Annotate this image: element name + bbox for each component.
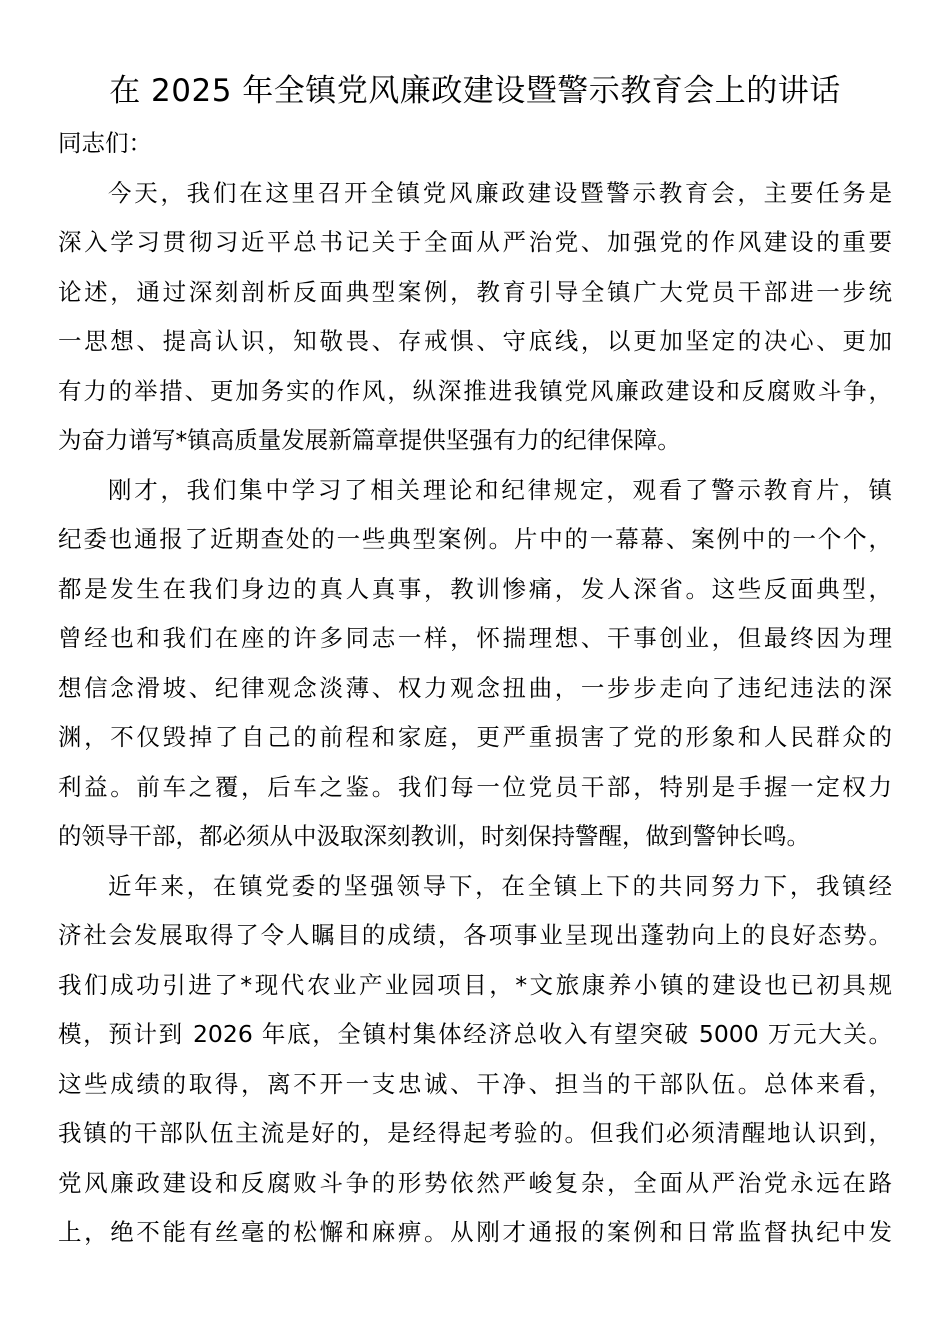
paragraph-2-line: 刚才，我们集中学习了相关理论和纪律规定，观看了警示教育片，镇: [108, 475, 892, 504]
paragraph-3-line: 党风廉政建设和反腐败斗争的形势依然严峻复杂，全面从严治党永远在路: [58, 1168, 892, 1197]
paragraph-2-line: 想信念滑坡、纪律观念淡薄、权力观念扭曲，一步步走向了违纪违法的深: [58, 673, 892, 702]
paragraph-2-line: 渊，不仅毁掉了自己的前程和家庭，更严重损害了党的形象和人民群众的: [58, 723, 892, 751]
paragraph-3-line: 近年来，在镇党委的坚强领导下，在全镇上下的共同努力下，我镇经: [108, 871, 892, 900]
paragraph-3-line: 我镇的干部队伍主流是好的，是经得起考验的。但我们必须清醒地认识到，: [58, 1119, 892, 1147]
paragraph-3-line: 济社会发展取得了令人瞩目的成绩，各项事业呈现出蓬勃向上的良好态势。: [58, 921, 892, 949]
paragraph-1-line: 为奋力谱写*镇高质量发展新篇章提供坚强有力的纪律保障。: [58, 426, 681, 454]
speech-title: 在 2025 年全镇党风廉政建设暨警示教育会上的讲话: [109, 73, 841, 109]
paragraph-2-line: 利益。前车之覆，后车之鉴。我们每一位党员干部，特别是手握一定权力: [58, 772, 892, 801]
paragraph-2-line: 曾经也和我们在座的许多同志一样，怀揣理想、干事创业，但最终因为理: [58, 624, 892, 652]
paragraph-2-line: 的领导干部，都必须从中汲取深刻教训，时刻保持警醒，做到警钟长鸣。: [58, 822, 810, 850]
paragraph-1-line: 今天，我们在这里召开全镇党风廉政建设暨警示教育会，主要任务是: [108, 178, 892, 207]
paragraph-2-line: 纪委也通报了近期查处的一些典型案例。片中的一幕幕、案例中的一个个，: [58, 525, 892, 553]
speech-body: [58, 119, 892, 1258]
paragraph-3-line: 模，预计到 2026 年底，全镇村集体经济总收入有望突破 5000 万元大关。: [58, 1020, 892, 1048]
salutation: 同志们：: [58, 129, 152, 157]
paragraph-1-line: 有力的举措、更加务实的作风，纵深推进我镇党风廉政建设和反腐败斗争，: [58, 376, 892, 405]
paragraph-3-line: 我们成功引进了*现代农业产业园项目，*文旅康养小镇的建设也已初具规: [58, 970, 892, 999]
paragraph-3-line: 这些成绩的取得，离不开一支忠诚、干净、担当的干部队伍。总体来看，: [58, 1069, 892, 1098]
paragraph-1-line: 论述，通过深刻剖析反面典型案例，教育引导全镇广大党员干部进一步统: [58, 277, 892, 306]
paragraph-2-line: 都是发生在我们身边的真人真事，教训惨痛，发人深省。这些反面典型，: [58, 574, 892, 603]
paragraph-1-line: 深入学习贯彻习近平总书记关于全面从严治党、加强党的作风建设的重要: [58, 228, 892, 256]
paragraph-1-line: 一思想、提高认识，知敬畏、存戒惧、守底线，以更加坚定的决心、更加: [58, 327, 892, 355]
paragraph-3-line: 上，绝不能有丝毫的松懈和麻痹。从刚才通报的案例和日常监督执纪中发: [58, 1218, 892, 1246]
